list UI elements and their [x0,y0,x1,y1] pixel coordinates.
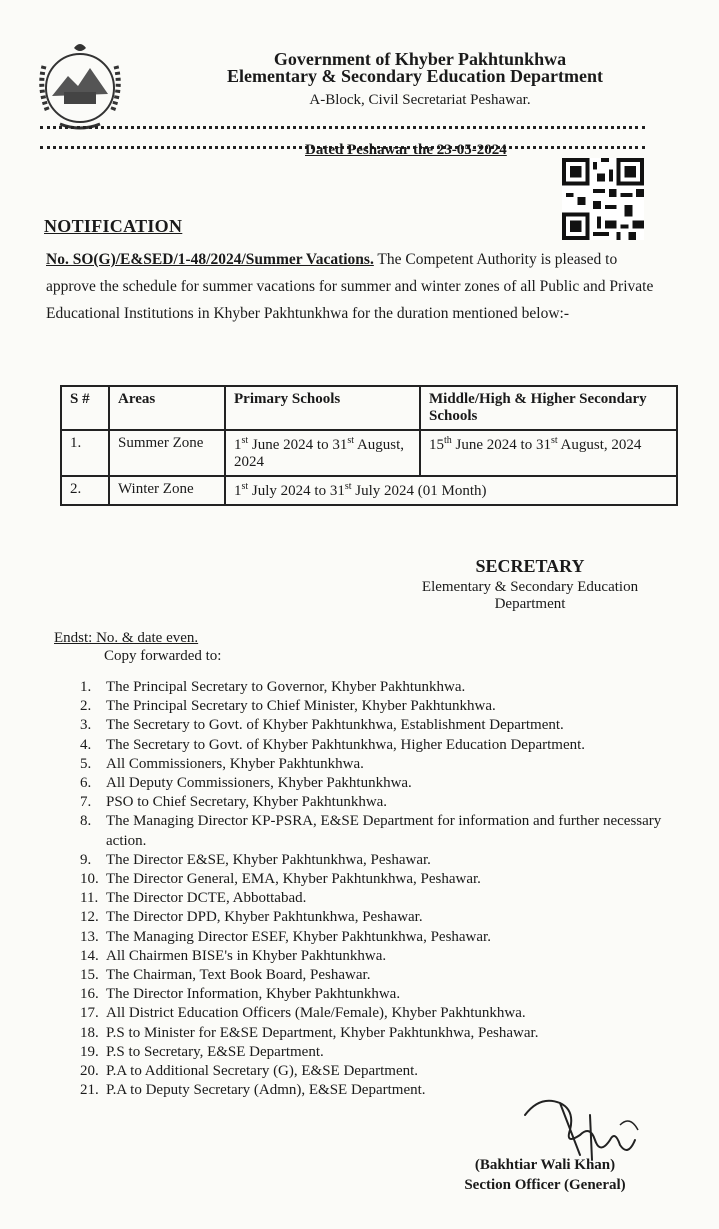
date-range-text: 15th June 2024 to 31st August, 2024 [429,435,642,453]
notification-body [46,246,661,327]
list-item-number: 8. [80,813,92,830]
list-item-text: The Chairman, Text Book Board, Peshawar. [106,967,371,984]
list-item [80,1024,670,1043]
list-item [80,851,670,870]
list-item-text: P.S to Minister for E&SE Department, Khyber Pakhtunkhwa, Peshawar. [106,1024,539,1041]
list-item-text: The Director DCTE, Abbottabad. [106,890,307,907]
list-item-number: 6. [80,775,92,792]
list-item [80,812,670,850]
list-item [80,966,670,985]
list-item-text: P.A to Additional Secretary (G), E&SE Department. [106,1063,419,1080]
list-item-text: The Managing Director KP-PSRA, E&SE Department for information and further necessary action. [106,813,662,849]
list-item-number: 19. [80,1043,99,1060]
list-item-number: 7. [80,794,92,811]
list-item-text: The Secretary to Govt. of Khyber Pakhtunkhwa, Establishment Department. [106,717,564,734]
list-item [80,774,670,793]
list-item-text: PSO to Chief Secretary, Khyber Pakhtunkhwa. [106,794,388,811]
list-item [80,889,670,908]
header-department-title: Elementary & Secondary Education Department [227,66,603,86]
officer-name: (Bakhtiar Wali Khan) [474,1157,616,1173]
row-middle [420,430,677,476]
list-item-number: 14. [80,947,99,964]
officer-designation: Section Officer (General) [464,1177,626,1193]
table-header-row [61,386,677,430]
list-item-text: All Chairmen BISE's in Khyber Pakhtunkhwa. [106,947,387,964]
list-item-text: All Deputy Commissioners, Khyber Pakhtunkhwa. [106,775,412,792]
table-row [61,476,677,505]
list-item-text: The Secretary to Govt. of Khyber Pakhtunkhwa, Higher Education Department. [106,736,586,753]
secretary-line3: Department [494,596,566,612]
row-area: Winter Zone [109,476,225,505]
list-item-number: 15. [80,967,99,984]
header-areas: Areas [109,386,225,430]
government-seal-logo [30,36,130,136]
list-item [80,908,670,927]
notification-reference: No. SO(G)/E&SED/1-48/2024/Summer Vacations. [46,251,374,268]
list-item-number: 21. [80,1082,99,1099]
header-primary: Primary Schools [225,386,420,430]
list-item-number: 3. [80,717,92,734]
list-item-number: 2. [80,698,92,715]
list-item-text: The Director Information, Khyber Pakhtunkhwa. [106,986,401,1003]
list-item [80,755,670,774]
row-sno: 1. [61,430,109,476]
list-item-text: The Director DPD, Khyber Pakhtunkhwa, Peshawar. [106,909,423,926]
list-item-text: P.S to Secretary, E&SE Department. [106,1043,324,1060]
list-item-text: The Principal Secretary to Chief Minister, Khyber Pakhtunkhwa. [106,698,496,715]
vacation-schedule-table [60,385,678,506]
list-item-number: 12. [80,909,99,926]
list-item-text: The Director General, EMA, Khyber Pakhtunkhwa, Peshawar. [106,871,481,888]
list-item-text: All District Education Officers (Male/Female), Khyber Pakhtunkhwa. [106,1005,526,1022]
list-item [80,870,670,889]
list-item [80,985,670,1004]
list-item-number: 18. [80,1024,99,1041]
date-range-text: 1st July 2024 to 31st July 2024 (01 Month) [234,481,487,499]
secretary-block [400,556,660,613]
row-sno: 2. [61,476,109,505]
list-item-number: 9. [80,851,92,868]
header-middle-high: Middle/High & Higher Secondary Schools [420,386,677,430]
row-area: Summer Zone [109,430,225,476]
list-item [80,947,670,966]
header-government-title: Government of Khyber Pakhtunkhwa [273,49,567,69]
list-item [80,793,670,812]
header-sno: S # [61,386,109,430]
notification-heading: NOTIFICATION [44,216,183,236]
list-item [80,1062,670,1081]
list-item-text: The Managing Director ESEF, Khyber Pakhtunkhwa, Peshawar. [106,928,491,945]
row-primary [225,430,420,476]
row-combined [225,476,677,505]
secretary-title: SECRETARY [475,556,585,576]
list-item [80,716,670,735]
list-item-number: 4. [80,736,92,753]
notification-text: The Competent Authority is pleased to approve the schedule for summer vacations for summer and winter zones of all Public and Private Educational Institutions in Khyber Pakhtunkhwa for the duration mentioned below:- [46,251,654,322]
header-address: A-Block, Civil Secretariat Peshawar. [309,92,531,108]
list-item-number: 16. [80,986,99,1003]
list-item-number: 10. [80,871,99,888]
list-item [80,1043,670,1062]
dated-line: Dated Peshawar the 23-05-2024 [305,142,507,158]
date-range-text: 1st June 2024 to 31st August, 2024 [234,435,405,470]
list-item-number: 13. [80,928,99,945]
endorsement-number: Endst: No. & date even. [54,630,199,646]
list-item [80,678,670,697]
list-item-number: 5. [80,755,92,772]
section-officer-block [440,1155,650,1195]
handwritten-signature [520,1085,650,1165]
list-item-number: 11. [80,890,99,907]
list-item [80,928,670,947]
list-item [80,1004,670,1023]
secretary-line2: Elementary & Secondary Education [421,579,639,595]
list-item-number: 17. [80,1005,99,1022]
table-row [61,430,677,476]
copy-forwarded: Copy forwarded to: [104,648,222,664]
list-item-text: The Principal Secretary to Governor, Khyber Pakhtunkhwa. [106,679,466,695]
list-item-text: All Commissioners, Khyber Pakhtunkhwa. [106,755,364,772]
dotted-divider [40,126,645,129]
qr-code [562,158,644,240]
list-item-text: P.A to Deputy Secretary (Admn), E&SE Department. [106,1082,426,1099]
list-item [80,736,670,755]
list-item-number: 1. [80,679,92,695]
distribution-list [80,678,670,1100]
list-item-text: The Director E&SE, Khyber Pakhtunkhwa, Peshawar. [106,851,431,868]
list-item-number: 20. [80,1063,99,1080]
list-item [80,697,670,716]
